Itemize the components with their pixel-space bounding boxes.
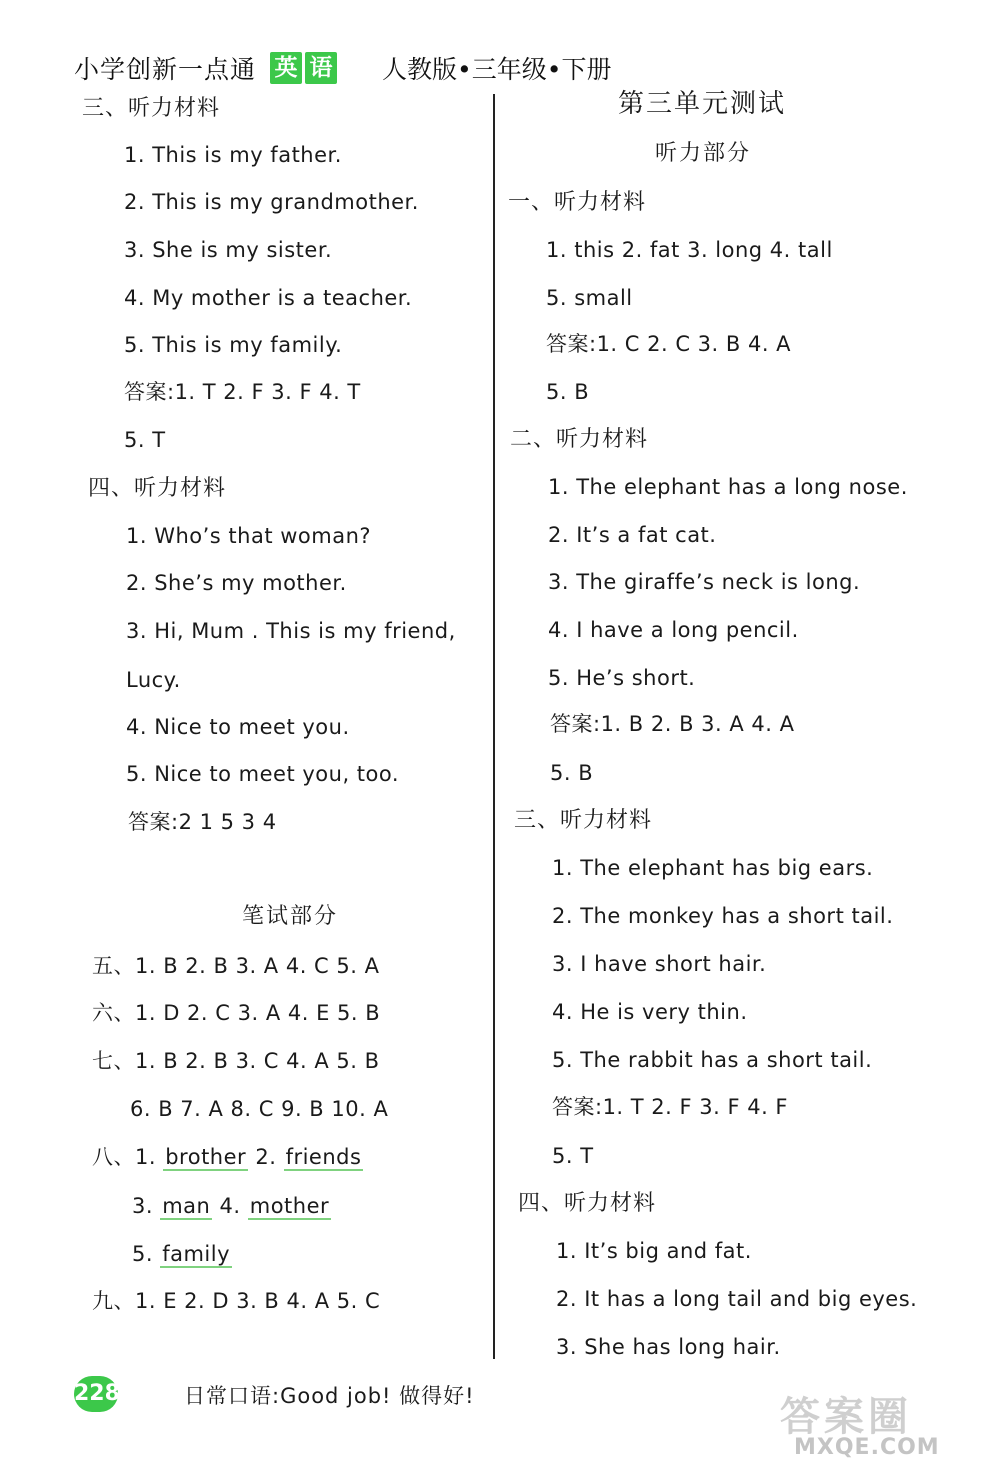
answer-line: 5. He’s short. <box>548 666 696 690</box>
answer-line: 3. Hi, Mum . This is my friend, <box>126 619 456 643</box>
answer-line: 5. The rabbit has a short tail. <box>552 1048 873 1072</box>
answer-line: 3. The giraffe’s neck is long. <box>548 570 861 594</box>
answer-line: 1. This is my father. <box>124 143 342 167</box>
fill-answer: friends <box>285 1145 362 1169</box>
daily-phrase: 日常口语:Good job! 做得好! <box>184 1384 475 1408</box>
answer-line: 1. this 2. fat 3. long 4. tall <box>546 238 833 262</box>
fill-answer: brother <box>165 1145 247 1169</box>
section-title: 听力部分 <box>655 141 752 166</box>
answer-line: 2. The monkey has a short tail. <box>552 904 894 928</box>
answer-line: 2. It has a long tail and big eyes. <box>556 1287 918 1311</box>
answer-key: 六、1. D 2. C 3. A 4. E 5. B <box>92 1001 381 1025</box>
answer-line: Lucy. <box>126 668 181 692</box>
answer-line: 4. He is very thin. <box>552 1000 748 1024</box>
answer-line: 5. This is my family. <box>124 333 343 357</box>
answer-key: 答案:1. T 2. F 3. F 4. F <box>552 1095 789 1119</box>
answer-line: 1. It’s big and fat. <box>556 1239 752 1263</box>
watermark-logo-text: 答案圈 <box>780 1394 912 1440</box>
section-heading: 三、听力材料 <box>82 96 221 121</box>
answer-key: 答案:2 1 5 3 4 <box>128 810 277 834</box>
answer-line: 2. It’s a fat cat. <box>548 523 717 547</box>
page-header <box>74 48 612 88</box>
answer-line: 2. She’s my mother. <box>126 571 347 595</box>
answer-line: 4. My mother is a teacher. <box>124 286 413 310</box>
fill-mid: 4. <box>212 1194 248 1218</box>
fill-mid: 2. <box>248 1145 284 1169</box>
answer-key: 5. B <box>550 761 594 785</box>
fill-answer: man <box>162 1194 211 1218</box>
answer-key: 6. B 7. A 8. C 9. B 10. A <box>130 1097 389 1121</box>
section-heading: 四、听力材料 <box>88 476 227 501</box>
answer-key: 5. T <box>124 428 166 452</box>
answer-line: 3. She is my sister. <box>124 238 333 262</box>
book-series-title: 小学创新一点通 <box>74 55 257 84</box>
fill-prefix: 八、1. <box>92 1145 164 1169</box>
subject-char-2: 语 <box>305 52 337 84</box>
unit-title: 第三单元测试 <box>618 89 787 119</box>
section-heading: 二、听力材料 <box>510 427 649 452</box>
section-heading: 三、听力材料 <box>514 808 653 833</box>
fill-prefix: 3. <box>132 1194 161 1218</box>
fill-in-line <box>92 1143 363 1171</box>
answer-line: 1. The elephant has a long nose. <box>548 475 908 499</box>
section-heading: 四、听力材料 <box>518 1191 657 1216</box>
answer-line: 3. She has long hair. <box>556 1335 781 1359</box>
fill-prefix: 5. <box>132 1242 161 1266</box>
answer-line: 5. Nice to meet you, too. <box>126 762 400 786</box>
fill-answer: family <box>162 1242 231 1266</box>
answer-line: 5. small <box>546 286 633 310</box>
answer-line: 3. I have short hair. <box>552 952 767 976</box>
answer-key: 答案:1. B 2. B 3. A 4. A <box>550 712 795 736</box>
fill-in-line <box>132 1192 331 1220</box>
column-divider <box>493 94 495 1359</box>
edition-label: 人教版•三年级•下册 <box>382 55 612 84</box>
subject-badge <box>270 52 340 84</box>
page-number-badge: 228 <box>74 1376 118 1412</box>
answer-line: 2. This is my grandmother. <box>124 190 419 214</box>
answer-line: 4. Nice to meet you. <box>126 715 350 739</box>
fill-in-line <box>132 1240 232 1268</box>
answer-key: 5. B <box>546 380 590 404</box>
answer-line: 4. I have a long pencil. <box>548 618 799 642</box>
answer-key: 九、1. E 2. D 3. B 4. A 5. C <box>92 1289 381 1313</box>
answer-key: 答案:1. C 2. C 3. B 4. A <box>546 332 792 356</box>
site-watermark <box>770 1385 995 1463</box>
answer-key: 答案:1. T 2. F 3. F 4. T <box>124 380 361 404</box>
answer-line: 1. Who’s that woman? <box>126 524 372 548</box>
section-heading: 一、听力材料 <box>508 190 647 215</box>
answer-key: 5. T <box>552 1144 594 1168</box>
section-title: 笔试部分 <box>242 904 339 929</box>
fill-answer: mother <box>249 1194 330 1218</box>
watermark-url: MXQE.COM <box>794 1435 940 1460</box>
subject-char-1: 英 <box>270 52 302 84</box>
answer-key: 五、1. B 2. B 3. A 4. C 5. A <box>92 954 380 978</box>
answer-line: 1. The elephant has big ears. <box>552 856 874 880</box>
answer-key: 七、1. B 2. B 3. C 4. A 5. B <box>92 1049 380 1073</box>
